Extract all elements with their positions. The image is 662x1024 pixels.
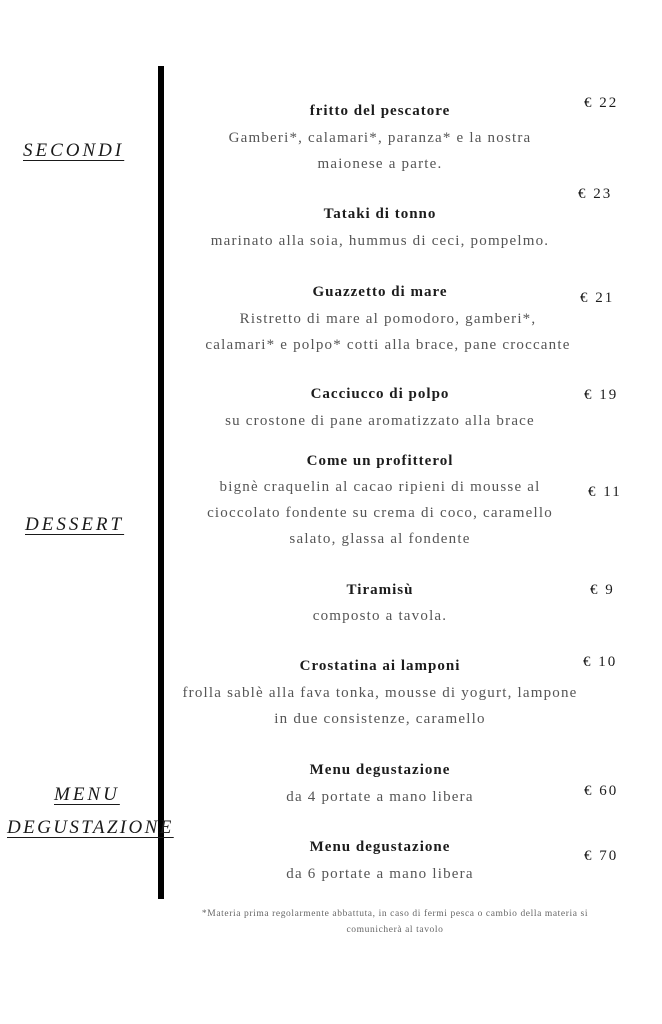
- item-desc-cacciucco-di-polpo: [160, 408, 600, 434]
- desc-line: Ristretto di mare al pomodoro, gamberi*,: [239, 311, 537, 327]
- item-price-tataki-di-tonno: € 23: [578, 186, 613, 202]
- item-desc-tataki-di-tonno: [160, 228, 600, 254]
- item-title-cacciucco-di-polpo: Cacciucco di polpo: [310, 386, 450, 402]
- item-desc-guazzetto-di-mare: [168, 306, 608, 358]
- item-title-menu-degustazione-4: Menu degustazione: [309, 762, 451, 778]
- item-title-crostatina-ai-lamponi: Crostatina ai lamponi: [299, 658, 461, 674]
- desc-line: da 6 portate a mano libera: [286, 866, 474, 882]
- desc-line: bignè craquelin al cacao ripieni di mousse al: [219, 479, 541, 495]
- item-price-menu-degustazione-4: € 60: [584, 783, 619, 799]
- item-title-guazzetto-di-mare: Guazzetto di mare: [312, 284, 448, 300]
- footnote-line: comunicherà al tavolo: [346, 925, 444, 935]
- item-desc-crostatina-ai-lamponi: [150, 680, 610, 732]
- item-price-cacciucco-di-polpo: € 19: [584, 387, 619, 403]
- desc-line: salato, glassa al fondente: [289, 531, 471, 547]
- item-price-guazzetto-di-mare: € 21: [580, 290, 615, 306]
- item-price-fritto-del-pescatore: € 22: [584, 95, 619, 111]
- item-price-crostatina-ai-lamponi: € 10: [583, 654, 618, 670]
- item-desc-menu-degustazione-4: [160, 784, 600, 810]
- item-desc-tiramisu: [160, 603, 600, 629]
- desc-line: da 4 portate a mano libera: [286, 789, 474, 805]
- section-heading-secondi: SECONDI: [23, 140, 125, 161]
- desc-line: cioccolato fondente su crema di coco, caramello: [207, 505, 553, 521]
- section-heading-menu: MENU: [54, 784, 120, 805]
- desc-line: Gamberi*, calamari*, paranza* e la nostra: [228, 130, 532, 146]
- desc-line: frolla sablè alla fava tonka, mousse di yogurt, lampone: [182, 685, 578, 701]
- item-title-tataki-di-tonno: Tataki di tonno: [323, 206, 437, 222]
- item-title-come-un-profitterol: Come un profitterol: [306, 453, 454, 469]
- section-heading-dessert: DESSERT: [25, 514, 125, 535]
- desc-line: marinato alla soia, hummus di ceci, pompelmo.: [210, 233, 550, 249]
- item-title-menu-degustazione-6: Menu degustazione: [309, 839, 451, 855]
- item-desc-come-un-profitterol: [160, 474, 600, 552]
- desc-line: maionese a parte.: [317, 156, 443, 172]
- item-price-tiramisu: € 9: [590, 582, 615, 598]
- item-desc-fritto-del-pescatore: [160, 125, 600, 177]
- section-heading-degustazione: DEGUSTAZIONE: [7, 817, 174, 838]
- item-title-tiramisu: Tiramisù: [346, 582, 414, 598]
- desc-line: su crostone di pane aromatizzato alla brace: [225, 413, 535, 429]
- item-title-fritto-del-pescatore: fritto del pescatore: [309, 103, 451, 119]
- footnote-line: *Materia prima regolarmente abbattuta, in caso di fermi pesca o cambio della materia si: [201, 909, 589, 919]
- desc-line: composto a tavola.: [312, 608, 448, 624]
- desc-line: in due consistenze, caramello: [274, 711, 486, 727]
- footnote: [170, 906, 620, 938]
- item-desc-menu-degustazione-6: [160, 861, 600, 887]
- item-price-come-un-profitterol: € 11: [588, 484, 622, 500]
- desc-line: calamari* e polpo* cotti alla brace, pane croccante: [205, 337, 571, 353]
- item-price-menu-degustazione-6: € 70: [584, 848, 619, 864]
